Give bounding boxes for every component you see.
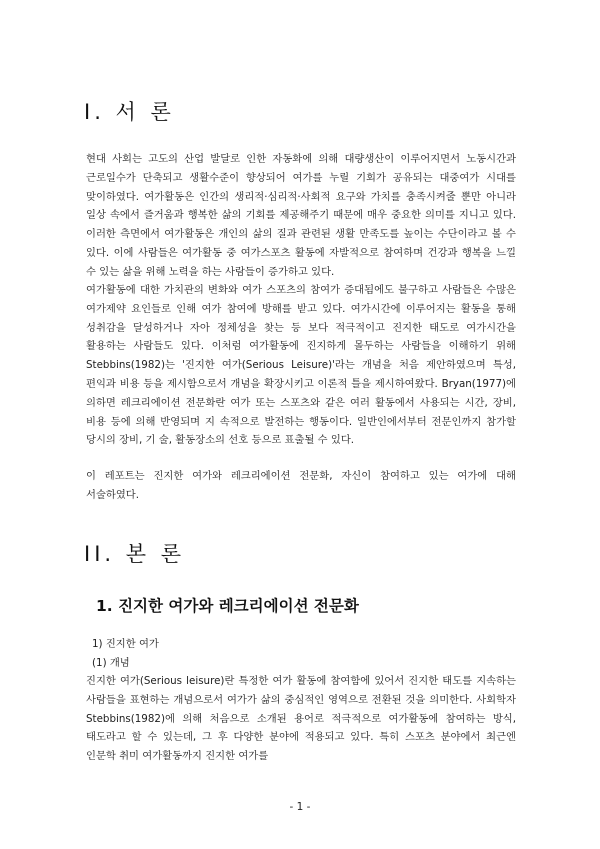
subitem-concept: (1) 개념: [92, 657, 130, 669]
subitem-serious-leisure: 1) 진지한 여가: [92, 638, 159, 650]
intro-paragraph-1: 현대 사회는 고도의 산업 발달로 인한 자동화에 의해 대량생산이 이루어지면서 노동시간과 근로일수가 단축되고 생활수준이 향상되어 여가를 누릴 기회가 공유되는 대중여가 시대를 맞이하였다. 여가활동은 인간의 생리적·심리적·사회적 요구와 가치를 충족시켜줄 뿐만 아니라 일상 속에서 즐거움과 행복한 삶의 기회를 제공해주기 때문에 매우 중요한 의미를 지니고 있다. 이러한 측면에서 여가활동은 개인의 삶의 질과 관련된 생활 만족도를 높이는 수단이라고 볼 수 있다. 이에 사람들은 여가활동 중 여가스포츠 활동에 자발적으로 참여하며 건강과 행복을 느낄 수 있는 삶을 위해 노력을 하는 사람들이 증가하고 있다.: [86, 153, 516, 278]
section-heading-introduction: I. 서 론: [84, 100, 175, 124]
section-heading-body: II. 본 론: [84, 542, 185, 566]
page-number: - 1 -: [289, 801, 311, 813]
intro-paragraph-3: 이 레포트는 진지한 여가와 레크리에이션 전문화, 자신이 참여하고 있는 여가에 대해 서술하였다.: [86, 470, 516, 501]
body-paragraph-1: 진지한 여가(Serious leisure)란 특정한 여가 활동에 참여함에 있어서 진지한 태도를 지속하는 사람들을 표현하는 개념으로서 여가가 삶의 중심적인 영역으로 전환된 것을 의미한다. 사회학자 Stebbins(1982)에 의해 처음으로 소개된 용어로 적극적으로 여가활동에 참여하는 방식, 태도라고 할 수 있는데, 그 후 다양한 분야에 적용되고 있다. 특히 스포츠 분야에서 최근엔 인문학 취미 여가활동까지 진지한 여가를: [86, 675, 516, 763]
intro-paragraph-2: 여가활동에 대한 가치관의 변화와 여가 스포츠의 참여가 증대됨에도 불구하고 사람들은 수많은 여가제약 요인들로 인해 여가 참여에 방해를 받고 있다. 여가시간에 이루어지는 활동을 통해 성취감을 달성하거나 자아 정체성을 찾는 등 보다 적극적이고 진지한 태도로 여가시간을 활용하는 사람들도 있다. 이처럼 여가활동에 진지하게 몰두하는 사람들을 이해하기 위해 Stebbins(1982)는 '진지한 여가(Serious Leisure)'라는 개념을 처음 제안하였으며 특성, 편익과 비용 등을 제시함으로서 개념을 확장시키고 이론적 틀을 제시하여왔다. Bryan(1977)에 의하면 레크리에이션 전문화란 여가 또는 스포츠와 같은 여러 활동에서 사용되는 시간, 장비, 비용 등에 의해 반영되며 지 속적으로 발전하는 행동이다. 일반인에서부터 전문인까지 참가할 당시의 장비, 기 술, 활동장소의 선호 등으로 표출될 수 있다.: [86, 284, 516, 447]
subsection-heading: 1. 진지한 여가와 레크리에이션 전문화: [96, 597, 359, 615]
